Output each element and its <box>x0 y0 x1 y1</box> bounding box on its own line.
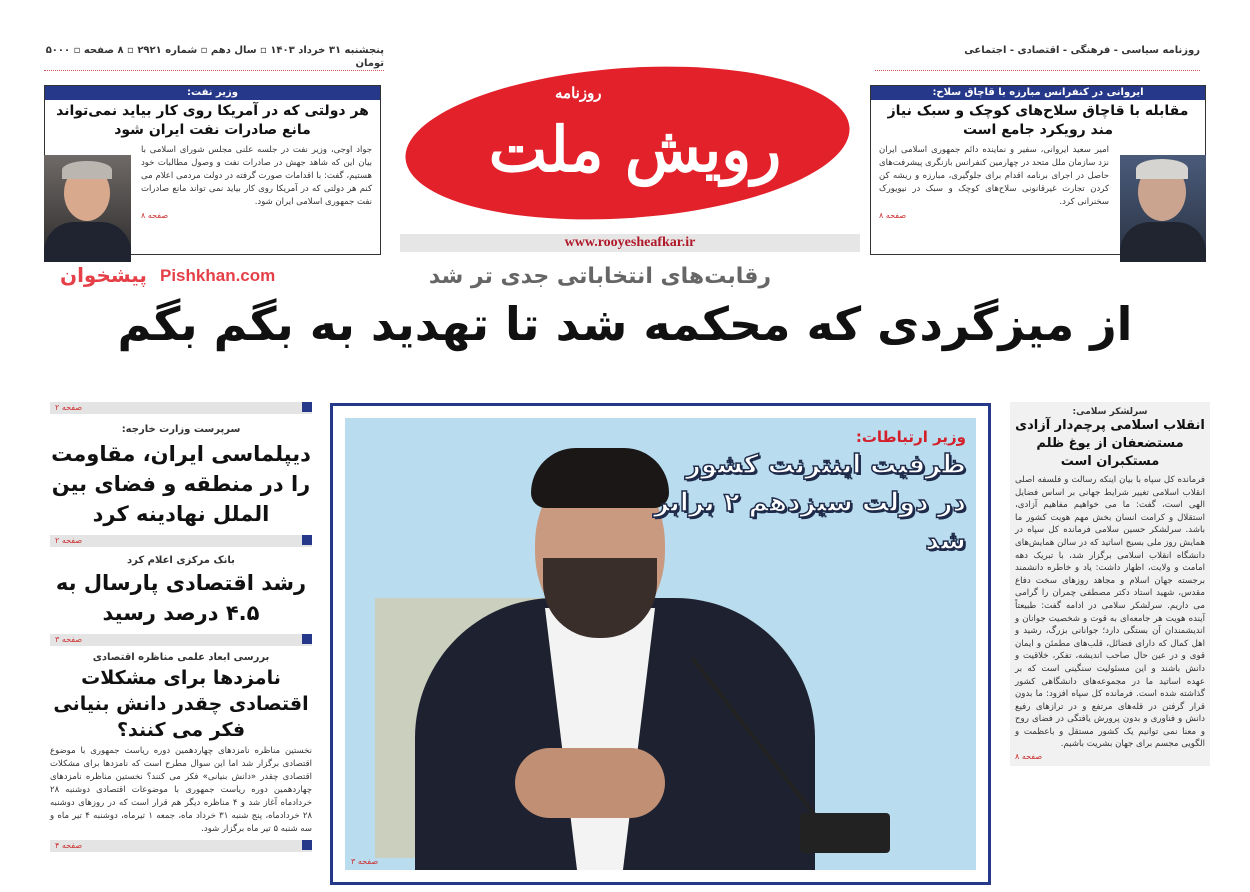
issue-info: پنجشنبه ۳۱ خرداد ۱۴۰۳ ▫ سال دهم ▫ شماره ۲۹۲۱ ▫ ۸ صفحه ▫ ۵۰۰۰ تومان <box>45 45 384 69</box>
section-separator <box>50 840 312 852</box>
story-headline[interactable]: انقلاب اسلامی پرچم‌دار آزادی مستضعفان از یوغ ظلم مستکبران است <box>1015 418 1205 469</box>
photo-headline-block <box>646 428 966 560</box>
section-separator <box>50 535 312 547</box>
page-ref[interactable]: صفحه ۳ <box>351 857 379 866</box>
story-body: امیر سعید ایروانی، سفیر و نماینده دائم جمهوری اسلامی ایران نزد سازمان ملل متحد در چهارمین کنفرانس بازنگری پیشرفت‌های حاصل در اجرای برنامه اقدام برای جلوگیری، مبارزه و ریشه کن کردن تجارت غیرقانونی سلاح‌های کوچک و سبک در نیویورک سخنرانی کرد. <box>879 145 1109 207</box>
story-kicker: بانک مرکزی اعلام کرد <box>127 555 235 566</box>
page-ref[interactable]: صفحه ۴ <box>55 841 83 850</box>
watermark-url: Pishkhan.com <box>160 266 276 285</box>
logo-small: روزنامه <box>555 84 602 102</box>
story-body: فرمانده کل سپاه با بیان اینکه رسالت و فلسفه اصلی انقلاب اسلامی تغییر شرایط جهانی بر اساس فضایل الهی است، گفت: ما می خواهیم مفاهیم آزادی، استقلال و کرامت انسان بخش مهم هویت کشور ما باشد. سرلشکر حسین سلامی فرمانده کل سپاه در همایش روز ملی بسیج اساتید که در سالن همایش‌های دانشگاه انقلاب اسلامی برگزار شد، با تبریک دهه امامت و ولایت، اظهار داشت: یاد و خاطره دانشمند برجسته جهان اسلام و مجاهد روزهای سخت دفاع مقدس، شهید استاد دکتر مصطفی چمران را گرامی می داریم. سرلشکر سلامی در ادامه گفت: طبیعتاً آینده هویت هر جامعه‌ای به قوت و شخصیت جوانان و اندیشمندان آن بستگی دارد؛ جوانانی بزرگ، رشید و اهل کمال که دارای فضائل، قلب‌های مطمئن و ایمان قوی و در عین حال صاحب اندیشه، تفکر، خلاقیت و دانش باشند و این مسئولیت سنگینی است که بر عهده اساتید ما در مجموعه‌های دانشگاهی کشور گذاشته شده است. فرمانده کل سپاه افزود: ما بدون قرار گرفتن در قله‌های مرتفع و در ترازهای رفیع دانش و فناوری و بدون پرورش یافتگی در فضای روح و معنا نمی توانیم یک کشور مستقل و باعظمت و الگویی مجسم برای جهان بشریت باشیم. <box>1015 475 1205 750</box>
newspaper-logo[interactable] <box>405 48 850 228</box>
section-separator <box>50 402 312 414</box>
story-kicker: ایروانی در کنفرانس مبارزه با قاچاق سلاح: <box>871 86 1205 100</box>
photo-story[interactable] <box>330 403 991 885</box>
page-ref[interactable]: صفحه ۸ <box>1015 752 1043 762</box>
watermark-logo: پیشخوان <box>60 263 147 287</box>
story-kicker: وزیر نفت: <box>45 86 380 100</box>
story-kicker: وزیر ارتباطات: <box>855 428 966 446</box>
divider <box>875 70 1200 71</box>
story-kicker: سرلشکر سلامی: <box>1072 407 1148 417</box>
section-separator <box>50 634 312 646</box>
story-headline-line1[interactable]: ظرفیت اینترنت کشور <box>685 450 966 480</box>
story-headline[interactable]: دیپلماسی ایران، مقاومت را در منطقه و فضای بین الملل نهادینه کرد <box>51 442 311 526</box>
page-ref[interactable]: صفحه ۲ <box>55 403 83 412</box>
main-headline[interactable]: از میزگردی که محکمه شد تا تهدید به بگم بگم <box>117 297 1133 351</box>
story-kicker: بررسی ابعاد علمی مناظره اقتصادی <box>92 652 270 663</box>
story-headline-line2[interactable]: در دولت سیزدهم ۲ برابر شد <box>653 488 966 556</box>
divider <box>44 70 384 71</box>
story-kicker: سرپرست وزارت خارجه: <box>121 424 241 435</box>
tagline: روزنامه سیاسی - فرهنگی - اقتصادی - اجتماعی <box>964 45 1200 56</box>
photo-oil-minister <box>44 155 131 262</box>
page-ref[interactable]: صفحه ۸ <box>879 211 907 220</box>
website-url[interactable]: www.rooyesheafkar.ir <box>400 234 860 252</box>
photo-ambassador <box>1120 155 1206 262</box>
story-headline[interactable]: هر دولتی که در آمریکا روی کار بیاید نمی‌تواند مانع صادرات نفت ایران شود <box>56 103 369 138</box>
page-ref[interactable]: صفحه ۸ <box>141 211 169 220</box>
left-column <box>50 402 312 852</box>
story-body: نخستین مناظره نامزدهای چهاردهمین دوره ریاست جمهوری با موضوع اقتصادی برگزار شد اما این سوال مطرح است که نامزدها برای مشکلات اقتصادی چقدر «دانش بنیانی» فکر می کنند؟ نخستین مناظره نامزدهای چهاردهمین دوره ریاست جمهوری با موضوعات اقتصادی دوشنبه ۲۸ خردادماه آغاز شد و ۴ مناظره دیگر هم قرار است که در روزهای دوشنبه ۲۸ خردادماه، پنج شنبه ۳۱ خرداد ماه، جمعه ۱ تیرماه، دوشنبه ۴ تیر ماه و سه شنبه ۵ تیر ماه برگزار شود. <box>50 746 313 834</box>
right-column-story[interactable] <box>1010 402 1210 766</box>
story-headline[interactable]: رشد اقتصادی پارسال به ۴.۵ درصد رسید <box>55 571 307 625</box>
page-ref[interactable]: صفحه ۳ <box>55 635 83 644</box>
story-headline[interactable]: نامزدها برای مشکلات اقتصادی چقدر دانش بنیانی فکر می کنند؟ <box>53 667 309 741</box>
story-headline[interactable]: مقابله با قاچاق سلاح‌های کوچک و سبک نیاز مند رویکرد جامع است <box>887 103 1189 138</box>
photo-communications-minister <box>345 418 976 870</box>
main-kicker: رقابت‌های انتخاباتی جدی تر شد <box>428 264 772 289</box>
story-body: جواد اوجی، وزیر نفت در جلسه علنی مجلس شورای اسلامی با بیان این که شاهد جهش در صادرات نفت و وصول مطالبات خود هستیم، گفت: با اقدامات صورت گرفته در دولت مردمی اعلام می کنم هر دولتی که در آمریکا روی کار بیاید نمی تواند مانع صادرات نفت جمهوری اسلامی ایران شود. <box>141 145 372 207</box>
page-ref[interactable]: صفحه ۲ <box>55 536 83 545</box>
logo-text: رویش ملت <box>488 113 782 186</box>
